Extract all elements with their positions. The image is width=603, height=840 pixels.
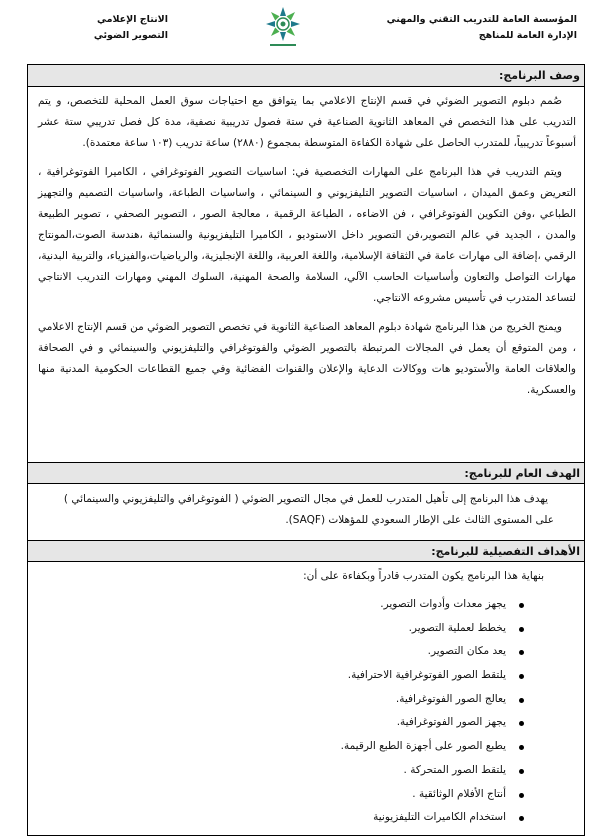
tvtc-logo-icon [262, 4, 304, 48]
org-block [387, 12, 577, 44]
program-category: الانتاج الإعلامي [96, 14, 168, 25]
bullet-icon [519, 816, 524, 821]
content-frame [27, 64, 585, 836]
org-name: المؤسسة العامة للتدريب التقني والمهني [386, 14, 577, 25]
bullet-icon [519, 721, 524, 726]
bullet-icon [519, 627, 524, 632]
list-item: يعالج الصور الفوتوغرافية. [28, 688, 584, 712]
description-paragraph: صُمم دبلوم التصوير الضوئي في قسم الإنتاج الاعلامي بما يتوافق مع احتياجات سوق العمل المحلية للتخصص، و يتم التدريب على هذا التخصص في المعاهد الثانوية الصناعية في ستة فصول تدريبية نصفية، مدة كل فصل تدريبي ستة عشر أسبوعاً تدريبياً، للمتدرب الحاصل على شهادة الكفاءة المتوسطة بمجموع (٢٨٨٠) ساعة تدريب (١٠٣ ساعة معتمدة). [38, 95, 576, 149]
objectives-list [28, 593, 584, 830]
bullet-icon [519, 745, 524, 750]
bullet-icon [519, 650, 524, 655]
list-item: يجهز معدات وأدوات التصوير. [28, 593, 584, 617]
org-department: الإدارة العامة للمناهج [478, 30, 577, 41]
description-body [28, 91, 584, 409]
list-item: يطبع الصور على أجهزة الطبع الرقيمة. [28, 735, 584, 759]
page-header [0, 0, 603, 62]
list-item: يلتقط الصور المتحركة . [28, 759, 584, 783]
program-name: التصوير الضوئي [93, 30, 168, 41]
list-item: أنتاج الأفلام الوثائقية . [28, 783, 584, 807]
list-item: يخطط لعملية التصوير. [28, 617, 584, 641]
detailed-goals-heading: الأهداف التفصيلية للبرنامج: [28, 540, 584, 562]
bullet-icon [519, 793, 524, 798]
bullet-icon [519, 674, 524, 679]
bullet-icon [519, 769, 524, 774]
detailed-goals-intro: بنهاية هذا البرنامج يكون المتدرب قادراً وبكفاءة على أن: [303, 570, 544, 582]
description-paragraph: ويمنح الخريج من هذا البرنامج شهادة دبلوم المعاهد الصناعية الثانوية في تخصص التصوير الضوئي من قسم الإنتاج الاعلامي ، ومن المتوقع أن يعمل في المجالات المرتبطة بالتصوير الضوئي والفوتوغرافي والتليفزيوني والسينمائي و في الصحافة والعلاقات العامة والأستوديو هات ووكالات الدعاية والإعلان والقنوات الفضائية وفي جميع القطاعات الحكومية المدنية منها والعسكرية. [38, 321, 576, 396]
dept-block [18, 12, 168, 44]
description-paragraph: ويتم التدريب في هذا البرنامج على المهارات التخصصية في: اساسيات التصوير الفوتوغرافي ، الكاميرا الفوتوغرافية ، التعريض وعمق الميدان ، اساسيات التصوير التليفزيوني و السينمائي ، واساسيات الطباعة، واساسيات التصميم والتجهيز الطباعي ،وفن التكوين الفوتوغرافي ، فن الاضاءه ، الطباعة الرقمية ، معالجة الصور ، التصوير الصحفي ، تصوير الطبيعة والمدن ، الجديد في عالم التصوير،فن التصوير داخل الاستوديو ، الكاميرا التليفزيونية والسنمائية ،هندسة الصوت،المونتاج الرقمي ،إضافة الى مهارات عامة في الثقافة الإسلامية، واللغة العربية، واللغة الإنجليزية، والرياضيات،والفيزياء، والتربية البدنية، مهارات التواصل والتعاون وأساسيات الحاسب الآلي، السلامة والصحة المهنية، السلوك المهني ومهارات التدريب الانتاجي لتساعد المتدرب في تأسيس مشروعه الانتاجي. [38, 166, 576, 304]
bullet-icon [519, 698, 524, 703]
list-item: استخدام الكاميرات التليفزيونية [28, 806, 584, 830]
bullet-icon [519, 603, 524, 608]
list-item: يجهز الصور الفوتوغرافية. [28, 711, 584, 735]
list-item: يلتقط الصور الفوتوغرافية الاحترافية. [28, 664, 584, 688]
general-goal-heading: الهدف العام للبرنامج: [28, 462, 584, 484]
general-goal-text: يهدف هذا البرنامج إلى تأهيل المتدرب للعمل في مجال التصوير الضوئي ( الفوتوغرافي والتليفزيوني والسينمائي ) على المستوى الثالث على الإطار السعودي للمؤهلات (SAQF). [63, 493, 554, 526]
description-heading: وصف البرنامج: [28, 65, 584, 87]
list-item: يعد مكان التصوير. [28, 640, 584, 664]
